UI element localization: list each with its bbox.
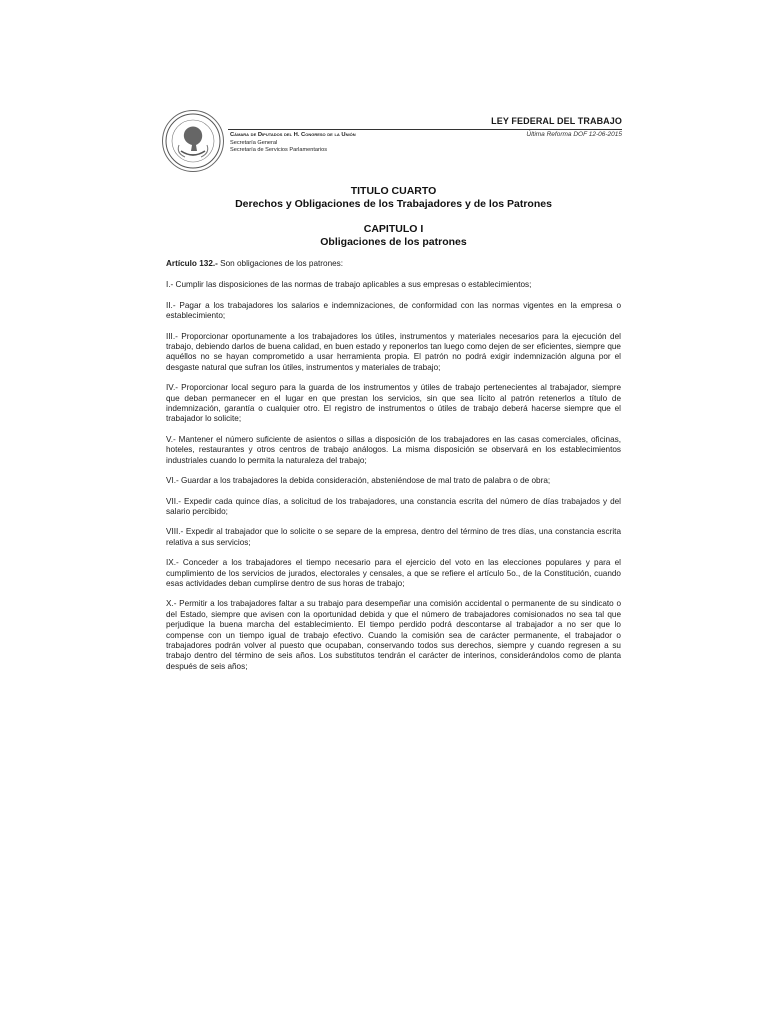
- list-item: IV.- Proporcionar local seguro para la guarda de los instrumentos y útiles de trabajo pertenecientes al trabajador, siempre que deban permanecer en el lugar en que prestan los servicios, sin que sea lícito al patrón retenerlos a título de indemnización, garantía o cualquier otro. El registro de instrumentos o útiles de trabajo deberá hacerse siempre que el trabajador lo solicite;: [166, 383, 621, 424]
- secretaria-general: Secretaría General: [230, 139, 278, 146]
- header-divider: [228, 129, 622, 130]
- article-intro-text: Son obligaciones de los patrones:: [217, 259, 344, 268]
- list-item: V.- Mantener el número suficiente de asientos o sillas a disposición de los trabajadores en las casas comerciales, oficinas, hoteles, restaurantes y otros centros de trabajo análogos. La misma disposición se observará en los establecimientos industriales cuando lo permita la naturaleza del trabajo;: [166, 434, 621, 465]
- list-item: VIII.- Expedir al trabajador que lo solicite o se separe de la empresa, dentro del término de tres días, una constancia escrita relativa a sus servicios;: [166, 527, 621, 547]
- list-item: I.- Cumplir las disposiciones de las normas de trabajo aplicables a sus empresas o establecimientos;: [166, 280, 532, 290]
- article-intro: [166, 259, 621, 269]
- list-item: X.- Permitir a los trabajadores faltar a su trabajo para desempeñar una comisión accidental o permanente de su sindicato o del Estado, siempre que avisen con la oportunidad debida y que el número de trabajadores comisionados no sea tal que perjudique la buena marcha del establecimiento. El tiempo perdido podrá descontarse al trabajador a no ser que lo compense con un tiempo igual de trabajo efectivo. Cuando la comisión sea de carácter permanente, el trabajador o trabajadores podrán volver al puesto que ocupaban, conservando todos sus derechos, siempre y cuando regresen a su trabajo dentro del término de seis años. Los substitutos tendrán el carácter de interinos, considerándolos como de planta después de seis años;: [166, 599, 621, 671]
- article-body: [166, 259, 621, 682]
- title-subheading: Derechos y Obligaciones de los Trabajadores y de los Patrones: [235, 198, 552, 210]
- chapter-subheading: Obligaciones de los patrones: [320, 236, 467, 248]
- chamber-name: Cámara de Diputados del H. Congreso de la Unión: [230, 132, 356, 138]
- list-item: IX.- Conceder a los trabajadores el tiempo necesario para el ejercicio del voto en las elecciones populares y para el cumplimiento de los servicios de jurados, electorales y censales, a que se refiere el artículo 5o., de la Constitución, cuando esas actividades deban cumplirse dentro de sus horas de trabajo;: [166, 558, 621, 588]
- list-item: VI.- Guardar a los trabajadores la debida consideración, absteniéndose de mal trato de palabra o de obra;: [166, 476, 551, 486]
- list-item: III.- Proporcionar oportunamente a los trabajadores los útiles, instrumentos y materiales necesarios para la ejecución del trabajo, debiendo darlos de buena calidad, en buen estado y reponerlos tan luego como dejen de ser eficientes, siempre que aquéllos no se hayan comprometido a usar herramienta propia. El patrón no podrá exigir indemnización alguna por el desgaste natural que sufran los útiles, instrumentos y materiales de trabajo;: [166, 331, 621, 372]
- coat-of-arms-seal-icon: [162, 110, 224, 172]
- chapter-heading: CAPITULO I: [363, 223, 424, 235]
- law-title: LEY FEDERAL DEL TRABAJO: [491, 116, 622, 126]
- title-heading: TITULO CUARTO: [350, 185, 437, 197]
- list-item: VII.- Expedir cada quince días, a solicitud de los trabajadores, una constancia escrita del número de días trabajados y del salario percibido;: [166, 496, 621, 516]
- secretaria-servicios: Secretaría de Servicios Parlamentarios: [230, 147, 328, 154]
- reform-date: Última Reforma DOF 12-06-2015: [526, 131, 622, 138]
- article-label: Artículo 132.-: [166, 259, 218, 268]
- issuer-block: [230, 132, 356, 155]
- list-item: II.- Pagar a los trabajadores los salarios e indemnizaciones, de conformidad con las normas vigentes en la empresa o establecimiento;: [166, 300, 621, 321]
